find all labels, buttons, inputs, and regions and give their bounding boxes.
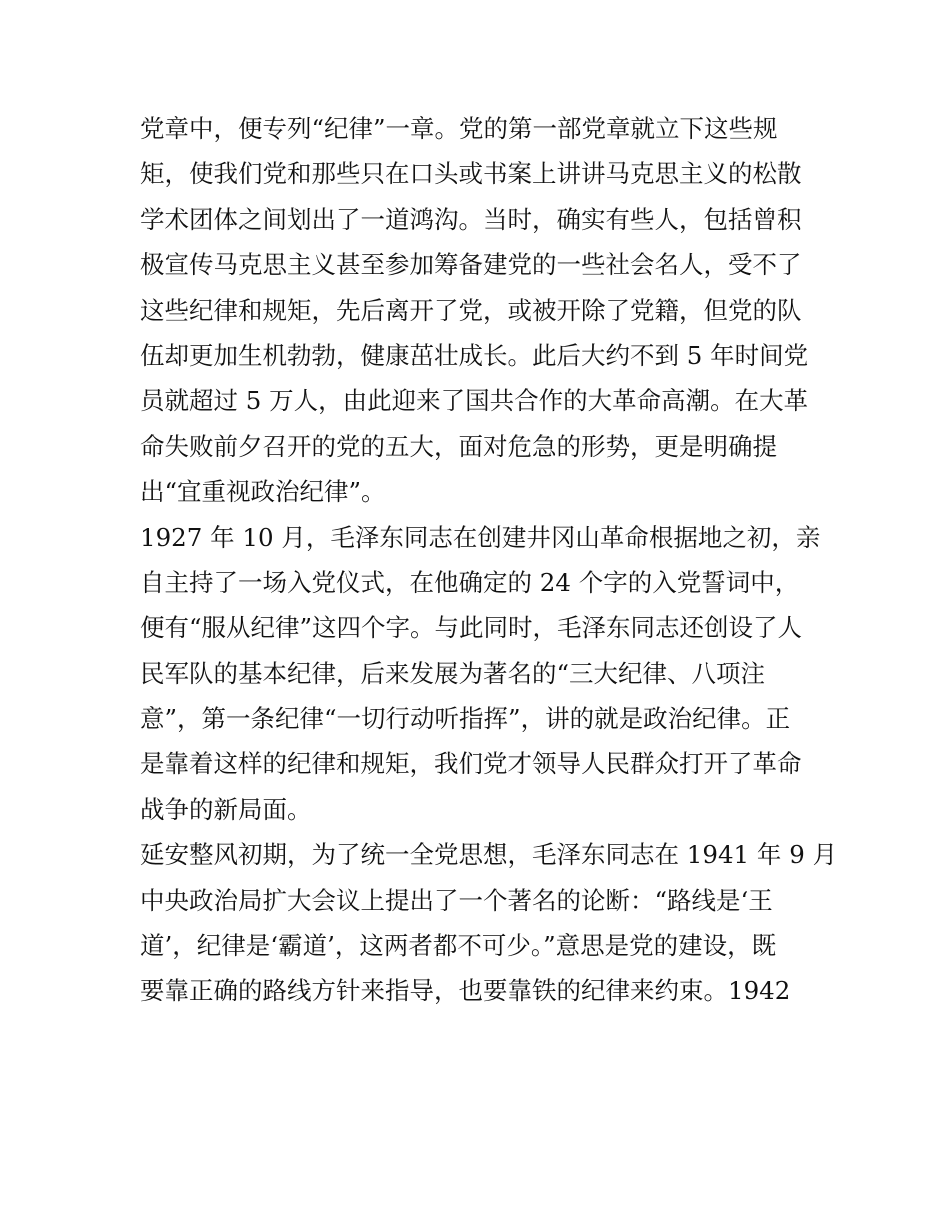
paragraph-1 — [140, 106, 816, 515]
text-line: 出“宜重视政治纪律”。 — [140, 477, 386, 507]
text-line: 便有“服从纪律”这四个字。与此同时，毛泽东同志还创设了人 — [140, 613, 803, 643]
text-line: 党章中，便专列“纪律”一章。党的第一部党章就立下这些规 — [140, 114, 778, 143]
text-line: 延安整风初期，为了统一全党思想，毛泽东同志在 1941 年 9 月 — [140, 840, 838, 870]
text-line: 伍却更加生机勃勃，健康茁壮成长。此后大约不到 5 年时间党 — [140, 340, 809, 370]
text-line: 1927 年 10 月，毛泽东同志在创建井冈山革命根据地之初，亲 — [140, 522, 821, 552]
text-line: 矩，使我们党和那些只在口头或书案上讲讲马克思主义的松散 — [140, 159, 802, 189]
text-line: 学术团体之间划出了一道鸿沟。当时，确实有些人，包括曾积 — [140, 204, 802, 234]
text-line: 极宣传马克思主义甚至参加筹备建党的一些社会名人，受不了 — [140, 250, 802, 280]
text-line: 中央政治局扩大会议上提出了一个著名的论断：“路线是‘王 — [140, 885, 773, 915]
text-line: 自主持了一场入党仪式，在他确定的 24 个字的入党誓词中， — [140, 567, 800, 597]
text-line: 战争的新局面。 — [140, 794, 312, 824]
text-line: 道’，纪律是‘霸道’，这两者都不可少。”意思是党的建设，既 — [140, 931, 777, 961]
paragraph-2 — [140, 515, 821, 833]
document-body — [140, 106, 838, 1014]
text-line: 是靠着这样的纪律和规矩，我们党才领导人民群众打开了革命 — [140, 749, 802, 779]
paragraph-3 — [140, 832, 838, 1014]
text-line: 民军队的基本纪律，后来发展为著名的“三大纪律、八项注 — [140, 658, 766, 688]
text-line: 意”，第一条纪律“一切行动听指挥”，讲的就是政治纪律。正 — [140, 704, 791, 734]
text-line: 员就超过 5 万人，由此迎来了国共合作的大革命高潮。在大革 — [140, 386, 809, 416]
text-line: 命失败前夕召开的党的五大，面对危急的形势，更是明确提 — [140, 431, 777, 461]
text-line: 要靠正确的路线方针来指导，也要靠铁的纪律来约束。1942 — [140, 976, 791, 1006]
text-line: 这些纪律和规矩，先后离开了党，或被开除了党籍，但党的队 — [140, 295, 802, 325]
